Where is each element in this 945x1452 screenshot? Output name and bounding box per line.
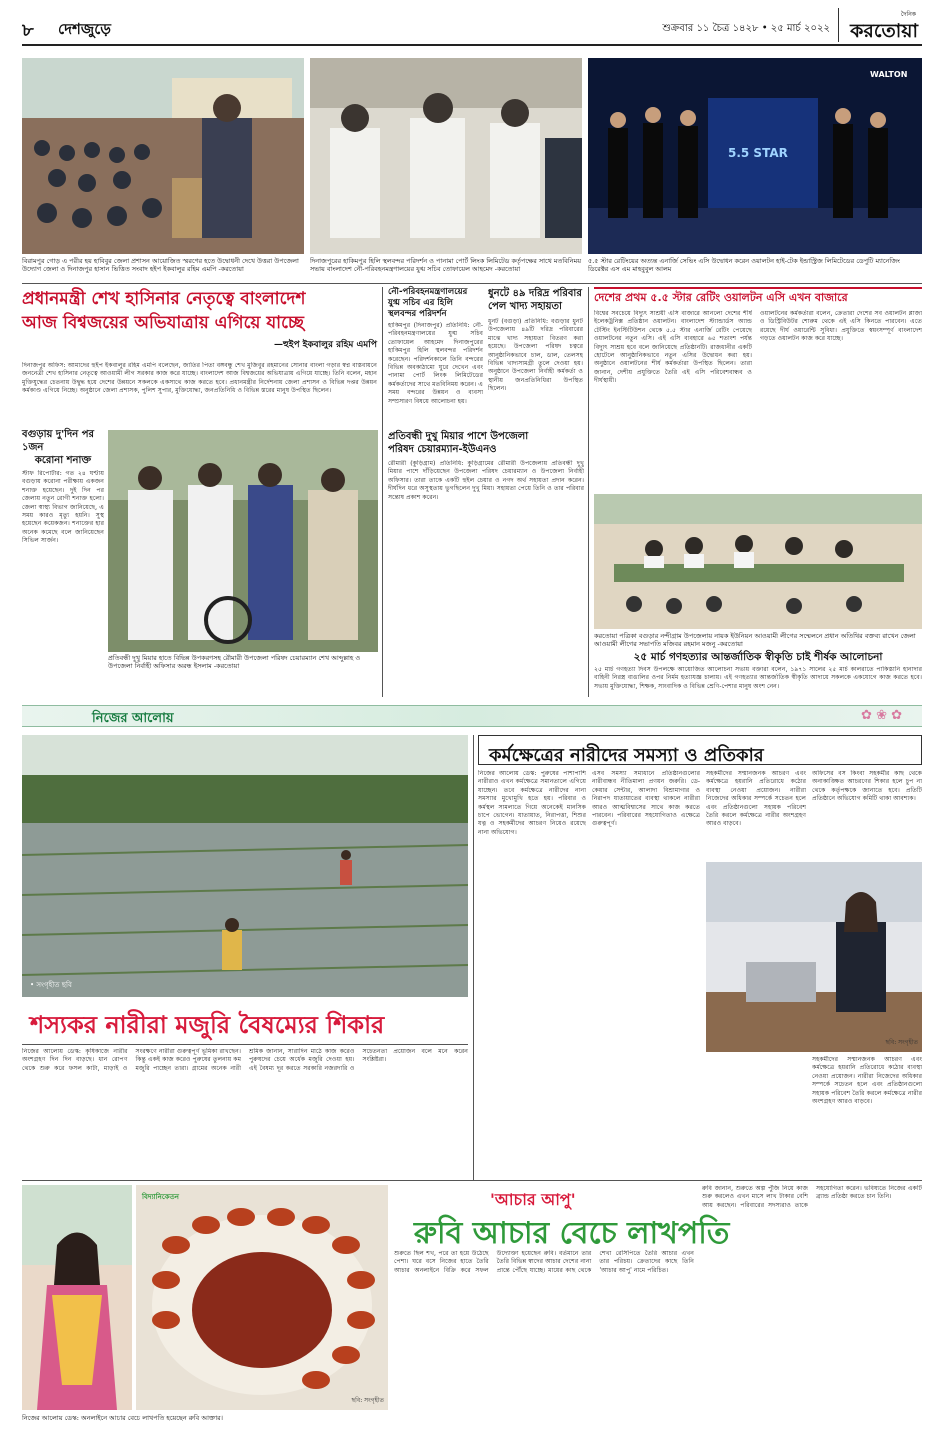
disabled-photo-caption <box>108 654 378 678</box>
divider <box>22 1044 468 1045</box>
masthead-small: দৈনিক <box>900 11 916 18</box>
food-headline-2: পেল খাদ্য সহায়তা <box>488 301 562 312</box>
women-headline-box <box>478 735 922 765</box>
secretary-body: হাকিমপুর (দিনাজপুর) প্রতিনিধি: নৌ-পরিবহনমন্ত্রণালয়ের যুগ্ম সচিব তোফায়েল আহমেদ দিনাজপুরের হাকিমপুর হিলি স্থলবন্দর পরিদর্শন করেছেন। পরিদর্শনকালে তিনি বন্দরের বিভিন্ন অবকাঠামো ঘুরে দেখেন এবং পানামা পোর্ট লিংক লিমিটেডের কর্মকর্তাদের সাথে মতবিনিময় করেন। এ সময় বন্দরের উন্নয়ন ও ব্যবসা সম্প্রসারণ বিষয়ে আলোচনা হয়। <box>388 322 483 405</box>
photo-2-caption-text: দিনাজপুরের হাকিমপুর হিলি স্থলবন্দর পরিদর্শন ও পানামা পোর্ট লিংক লিমিটেড কর্তৃপক্ষের সাথে মতবিনিময় সভায় বাংলাদেশ নৌ-পরিবহনমন্ত্রণালয়ের যুগ্ম সচিব তোফায়েল আহমেদ <box>310 257 582 273</box>
divider <box>588 287 589 697</box>
genocide-headline: ২৫ মার্চ গণহত্যার আন্তর্জাতিক স্বীকৃতি চাই শীর্ষক আলোচনা <box>633 651 883 663</box>
photo-1-caption <box>22 257 304 281</box>
divider <box>382 287 383 697</box>
photo-1-caption-text: বিরামপুর গোড় এ পরীর হয় হাবিবুর জেলা প্রশাসন আয়োজিত স্মরণের হতে উদ্বোধনী দেখে উত্তরা উপজেলা উদ্যোগ জেলা ও দিনাজপুর হাসান ভিত্তিত সংবাদ হইপ ইকবালুর রহিম এমপি <box>22 257 299 273</box>
rubi-portrait-photo <box>22 1185 132 1410</box>
paddy-photo-credit: • সংগৃহীত ছবি <box>30 981 72 989</box>
divider <box>22 283 922 284</box>
walton-logo: WALTON <box>870 70 908 79</box>
pickle-logo: বিদ্যানিকেতন <box>142 1192 179 1201</box>
conference-caption <box>594 632 922 648</box>
office-woman-photo <box>706 862 922 1052</box>
walton-screen-text: 5.5 STAR <box>728 146 788 160</box>
photo-2-credit: -করতোয়া <box>494 265 521 273</box>
disabled-photo-caption-text: প্রতিবন্ধী দুখু মিয়ার হাতে বিভিন্ন উপকরণসহ রৌমারী উপজেলা পরিষদ চেয়ারম্যান শেখ আব্দুল্লাহ ও উপজেলা নির্বাহী অফিসার অরন্ধ ইসলাম <box>108 654 361 670</box>
disabled-body: রৌমারী (কুড়িগ্রাম) প্রতিনিধি: কুড়িগ্রামের রৌমারী উপজেলায় প্রতিবন্ধী দুখু মিয়ার পাশে দাঁড়িয়েছেন উপজেলা পরিষদ চেয়ারম্যান ও উপজেলা নির্বাহী অফিসার। তারা তাকে একটি হুইল চেয়ার ও নগদ অর্থ সহায়তা প্রদান করেন। দীর্ঘদিন ধরে অসুস্থতায় ভুগছিলেন দুখু মিয়া। সহায়তা পেয়ে তিনি ও তার পরিবার সন্তোষ প্রকাশ করেন। <box>388 460 584 501</box>
conference-photo <box>594 494 922 629</box>
conference-caption-text: করতোয়া পত্রিকা বগুড়ার নন্দীগ্রাম উপজেলায় নায়ক ইউনিয়ন আওয়ামী লীগের সম্মেলনে প্রধান অতিথির বক্তব্য রাখেন জেলা আওয়ামী লীগের সভাপতি মজিবর রহমান মজনু <box>594 632 916 648</box>
paddy-field-photo <box>22 735 468 997</box>
issue-date: শুক্রবার ১১ চৈত্র ১৪২৮ • ২৫ মার্চ ২০২২ <box>662 23 830 34</box>
food-headline-1: ধুনটে ৪৯ দরিদ্র পরিবার <box>488 288 582 299</box>
disabled-article <box>388 430 584 460</box>
pickle-body: শুরুতে ছিল শখ, পরে তা হয়ে উঠেছে পেশা। ঘরে বসে নিজের হাতে তৈরি আচার অনলাইনে বিক্রি করে সফল উদ্যোক্তা হয়েছেন রুবি। বর্তমানে তার তৈরি বিভিন্ন স্বাদের আচার দেশের নানা প্রান্তে পৌঁছে যাচ্ছে। মায়ের কাছ থেকে শেখা রেসিপিতে তৈরি আচার এখন তার পরিচয়। ক্রেতাদের কাছে তিনি 'আচার আপু' নামে পরিচিত। <box>394 1250 694 1274</box>
feature-banner <box>22 705 922 727</box>
pickle-caption: নিজের আলোয় ডেস্ক: অনলাইনে আচার বেচে লাখপতি হয়েছেন রুবি আক্তার। <box>22 1414 223 1422</box>
food-body: ধুনট (বগুড়া) প্রতিনিধি: বগুড়ার ধুনট উপজেলায় ৪৯টি দরিদ্র পরিবারের মাঝে খাদ্য সহায়তা বিতরণ করা হয়েছে। উপজেলা পরিষদ চত্বরে আনুষ্ঠানিকভাবে চাল, ডাল, তেলসহ বিভিন্ন খাদ্যসামগ্রী তুলে দেওয়া হয়। অনুষ্ঠানে উপজেলা নির্বাহী কর্মকর্তা ও স্থানীয় জনপ্রতিনিধিরা উপস্থিত ছিলেন। <box>488 318 583 393</box>
walton-article <box>594 287 922 307</box>
divider <box>473 735 474 1180</box>
wage-body: নিজের আলোয় ডেস্ক: কৃষিকাজে নারীর অংশগ্রহণ দিন দিন বাড়ছে। ধান রোপণ থেকে শুরু করে ফসল কাটা, মাড়াই ও সংরক্ষণে নারীরা গুরুত্বপূর্ণ ভূমিকা রাখছেন। কিন্তু একই কাজ করেও পুরুষের তুলনায় কম মজুরি পাচ্ছেন তারা। গ্রামের অনেক নারী শ্রমিক জানান, সারাদিন মাঠে কাজ করেও পুরুষদের চেয়ে অর্ধেক মজুরি দেওয়া হয়। এই বৈষম্য দূর করতে সরকারি নজরদারি ও সচেতনতা প্রয়োজন বলে মনে করেন সংশ্লিষ্টরা। <box>22 1048 468 1072</box>
genocide-body: ২৫ মার্চ গণহত্যা দিবস উপলক্ষে আয়োজিত আলোচনা সভায় বক্তারা বলেন, ১৯৭১ সালের ২৫ মার্চ কালরাতে পাকিস্তানি হানাদার বাহিনী নিরস্ত্র বাঙালির ওপর নির্মম হত্যাযজ্ঞ চালায়। এই গণহত্যার আন্তর্জাতিক স্বীকৃতি আদায়ে সকলকে একযোগে কাজ করতে হবে। সভায় মুক্তিযোদ্ধা, শিক্ষক, সাংবাদিক ও বিভিন্ন শ্রেণি-পেশার মানুষ অংশ নেন। <box>594 666 922 690</box>
disabled-headline-2: পরিষদ চেয়ারম্যান-ইউএনও <box>388 444 497 455</box>
pm-headline-line1: প্রধানমন্ত্রী শেখ হাসিনার নেতৃত্বে বাংলাদেশ <box>22 289 306 309</box>
wage-headline: শস্যকর নারীরা মজুরি বৈষম্যের শিকার <box>30 1011 385 1039</box>
secretary-headline-3: স্থলবন্দর পরিদর্শন <box>388 309 447 319</box>
women-body-3: সহকর্মীদের সম্মানজনক আচরণ এবং কর্মক্ষেত্রে হয়রানি প্রতিরোধে কঠোর ব্যবস্থা নেওয়া প্রয়োজন। নারীরা নিজেদের অধিকার সম্পর্কে সচেতন হলে এবং প্রতিষ্ঠানগুলো সহায়ক পরিবেশ তৈরি করলে কর্মক্ষেত্রে নারীর অংশগ্রহণ আরও বাড়বে। <box>706 770 806 828</box>
walton-body: বিশ্বের সবচেয়ে বিদ্যুৎ সাশ্রয়ী এসি বাজারে আনলো দেশের শীর্ষ ইলেকট্রনিক্স প্রতিষ্ঠান ওয়ালটন। বাংলাদেশ স্ট্যান্ডার্ডস অ্যান্ড টেস্টিং ইনস্টিটিউশন থেকে ৫.৫ স্টার এনার্জি রেটিং পেয়েছে ওয়ালটনের নতুন এসি। এই এসি ব্যবহারে ৬৫ শতাংশ পর্যন্ত বিদ্যুৎ সাশ্রয় হবে বলে জানিয়েছে প্রতিষ্ঠানটি। রাজধানীর একটি হোটেলে আনুষ্ঠানিকভাবে নতুন এসির উদ্বোধন করা হয়। অনুষ্ঠানে ওয়ালটনের শীর্ষ কর্মকর্তারা উপস্থিত ছিলেন। তারা জানান, দেশীয় প্রযুক্তিতে তৈরি এই এসি পরিবেশবান্ধব ও দীর্ঘস্থায়ী। <box>594 310 752 385</box>
secretary-headline-1: নৌ-পরিবহনমন্ত্রণালয়ের <box>388 287 468 297</box>
disabled-headline-1: প্রতিবন্ধী দুখু মিয়ার পাশে উপজেলা <box>388 431 529 442</box>
walton-headline: দেশের প্রথম ৫.৫ স্টার রেটিং ওয়ালটন এসি এখন বাজারে <box>594 291 848 304</box>
photo-3-caption-text: ৫.৫ স্টার রেটিংয়ের অত্যন্ত এনার্জি সেভিং এসি উদ্বোধন করেন ওয়ালটন হাই-টেক ইন্ডাস্ট্রিজ লিমিটেডের ডেপুটি ম্যানেজিং ডিরেক্টর এস এম মাহবুবুল আলম <box>588 257 900 273</box>
women-body-1: নিজের আলোয় ডেস্ক: পুরুষের পাশাপাশি নারীরাও এখন কর্মক্ষেত্রে সমানতালে এগিয়ে যাচ্ছেন। তবে কর্মক্ষেত্রে নারীদের নানা সমস্যার মুখোমুখি হতে হয়। পরিবার ও কর্মস্থল সামলাতে গিয়ে অনেকেই মানসিক চাপে ভোগেন। যাতায়াত, নিরাপত্তা, শিশুর যত্ন ও সহকর্মীদের আচরণ নিয়েও রয়েছে নানা অভিযোগ। <box>478 770 586 836</box>
pm-body: দিনাজপুর অফিস: আমাদের হুইপ ইকবালুর রহিম এমপি বলেছেন, জাতির পিতা বঙ্গবন্ধু শেখ মুজিবুর রহমানের সোনার বাংলা গড়ার স্বপ্ন বাস্তবায়নে জননেত্রী শেখ হাসিনার নেতৃত্বে আওয়ামী লীগ সরকার কাজ করে যাচ্ছে। বাংলাদেশ আজ বিশ্বজয়ের অভিযাত্রায় এগিয়ে যাচ্ছে। তিনি বলেন, মহান মুক্তিযুদ্ধের চেতনায় উদ্বুদ্ধ হয়ে দেশের উন্নয়নে সকলকে একসাথে কাজ করতে হবে। প্রধানমন্ত্রীর নির্দেশনায় জেলা প্রশাসন ও বিভিন্ন দপ্তর উন্নয়ন কর্মকাণ্ড এগিয়ে নিচ্ছে। অনুষ্ঠানে জেলা প্রশাসক, পুলিশ সুপার, মুক্তিযোদ্ধা, জনপ্রতিনিধি ও বিভিন্ন স্তরের মানুষ উপস্থিত ছিলেন। <box>22 362 377 395</box>
walton-launch-photo <box>588 58 922 254</box>
event-photo-2 <box>310 58 582 254</box>
women-body-2: এসব সমস্যা সমাধানে প্রতিষ্ঠানগুলোর নারীবান্ধব নীতিমালা প্রণয়ন জরুরি। ডে-কেয়ার সেন্টার, আলাদা বিশ্রামাগার ও নিরাপদ যাতায়াতের ব্যবস্থা থাকলে নারীরা আরও আত্মবিশ্বাসের সাথে কাজ করতে পারবেন। পরিবারের সহযোগিতাও এক্ষেত্রে গুরুত্বপূর্ণ। <box>592 770 700 828</box>
bagura-article <box>22 428 104 692</box>
masthead-logo <box>838 8 922 42</box>
pickle-headline: রুবি আচার বেচে লাখপতি <box>414 1216 730 1251</box>
women-headline: কর্মক্ষেত্রের নারীদের সমস্যা ও প্রতিকার <box>489 745 764 766</box>
bagura-body: স্টাফ রিপোর্টার: গত ২৪ ঘণ্টায় বগুড়ায় করোনা পরীক্ষায় একজন শনাক্ত হয়েছেন। দুই দিন পর জেলায় নতুন রোগী শনাক্ত হলো। জেলা স্বাস্থ্য বিভাগ জানিয়েছে, এ সময় কারও মৃত্যু হয়নি। সুস্থ হয়েছেন কয়েকজন। শনাক্তের হার অনেক কমেছে বলে জানিয়েছেন সিভিল সার্জন। <box>22 470 104 545</box>
event-photo-1 <box>22 58 304 254</box>
pm-byline: —হুইপ ইকবালুর রহিম এমপি <box>274 340 377 350</box>
page-number: ৮ <box>22 20 34 41</box>
disabled-photo-credit: -করতোয়া <box>213 662 240 670</box>
disabled-aid-photo <box>108 430 378 652</box>
pm-article <box>22 287 377 367</box>
secretary-headline-2: যুগ্ম সচিব এর হিলি <box>388 298 454 308</box>
pickle-photo-credit: ছবি: সংগৃহীত <box>351 1397 384 1404</box>
pm-headline-line2: আজ বিশ্বজয়ের অভিযাত্রায় এগিয়ে যাচ্ছে <box>22 313 304 333</box>
pickle-dish-photo <box>136 1185 388 1410</box>
conference-credit: -করতোয়া <box>717 640 743 648</box>
divider <box>22 1180 922 1181</box>
flower-decoration-icon: ✿ ❀ ✿ <box>861 708 902 723</box>
masthead-name: করতোয়া <box>850 20 918 42</box>
women-body-5: সহকর্মীদের সম্মানজনক আচরণ এবং কর্মক্ষেত্রে হয়রানি প্রতিরোধে কঠোর ব্যবস্থা নেওয়া প্রয়োজন। নারীরা নিজেদের অধিকার সম্পর্কে সচেতন হলে এবং প্রতিষ্ঠানগুলো সহায়ক পরিবেশ তৈরি করলে কর্মক্ষেত্রে নারীর অংশগ্রহণ আরও বাড়বে। <box>812 1056 922 1106</box>
bagura-subhead: করোনা শনাক্ত <box>34 455 92 466</box>
walton-body-2: ওয়ালটনের কর্মকর্তারা বলেন, ক্রেতারা দেশের সব ওয়ালটন প্লাজা ও ডিস্ট্রিবিউটর শোরুম থেকে এই এসি কিনতে পারবেন। এতে রয়েছে দীর্ঘ ওয়ারেন্টি সুবিধা। প্রযুক্তিতে স্বয়ংসম্পূর্ণ বাংলাদেশ গড়তে ওয়ালটন কাজ করে যাচ্ছে। <box>760 310 922 343</box>
pickle-body-2: রুবি জানান, শুরুতে অল্প পুঁজি নিয়ে কাজ শুরু করলেও এখন মাসে লাখ টাকার বেশি আয় করছেন। পরিবারের সদস্যরাও তাকে সহযোগিতা করেন। ভবিষ্যতে নিজের একটি ব্র্যান্ড প্রতিষ্ঠা করতে চান তিনি। <box>702 1185 922 1209</box>
wage-headline-box <box>22 1002 468 1044</box>
pickle-kicker: 'আচার আপু' <box>490 1190 576 1209</box>
photo-1-credit: -করতোয়া <box>218 265 244 273</box>
women-body-4: অফিসের বস কিংবা সহকর্মীর কাছ থেকে অনাকাঙ্ক্ষিত আচরণের শিকার হলে চুপ না থেকে কর্তৃপক্ষকে জানাতে হবে। প্রতিটি প্রতিষ্ঠানে অভিযোগ কমিটি থাকা আবশ্যক। <box>812 770 922 803</box>
feature-banner-label: নিজের আলোয় <box>92 711 174 726</box>
genocide-article <box>594 650 922 666</box>
photo-2-caption <box>310 257 582 281</box>
bagura-headline: বগুড়ায় দু'দিন পর ১জন <box>22 429 95 453</box>
section-name: দেশজুড়ে <box>58 20 111 38</box>
office-photo-credit: ছবি: সংগৃহীত <box>885 1039 918 1046</box>
page-header <box>22 6 922 46</box>
photo-3-caption <box>588 257 922 281</box>
